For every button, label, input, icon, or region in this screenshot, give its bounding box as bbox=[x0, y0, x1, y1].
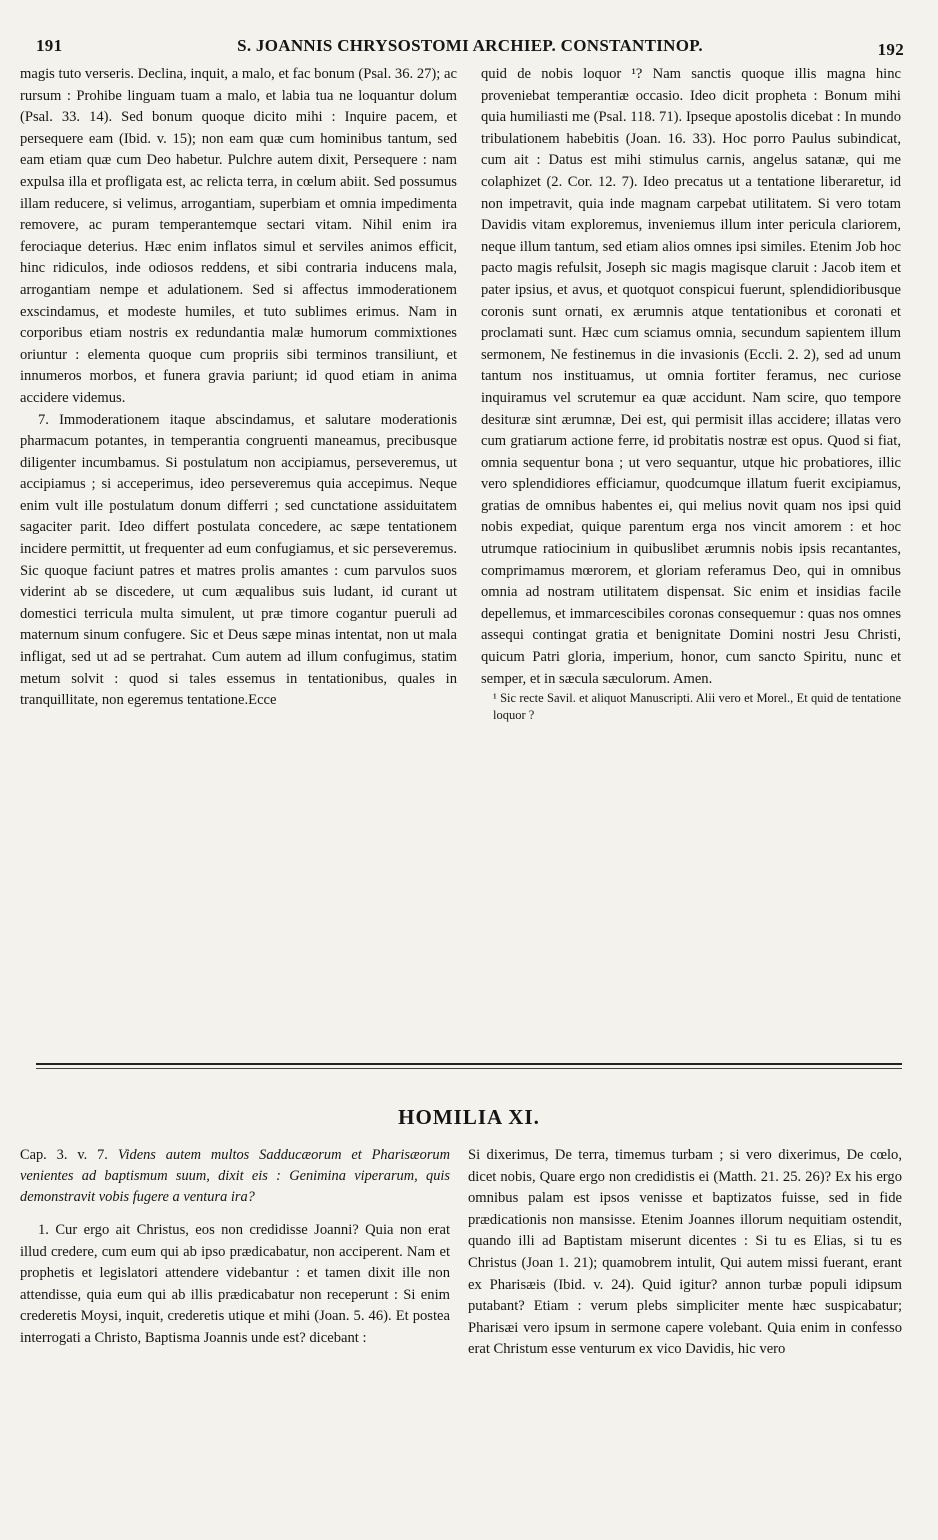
chapter-caption bbox=[20, 1145, 450, 1208]
paragraph: Si dixerimus, De terra, timemus turbam ; si vero dixerimus, De cœlo, dicet nobis, Quare ergo non credidistis ei (Matth. 21. 25. 26)? Ex his ergo omnibus palam est ipsos venisse et baptizatos fuisse, sed in fide prædicationis non mansisse. Etenim Joannes illorum nequitiam ostendit, quando illi ad Baptistam miserunt dicentes : Si tu es Elias, si tu es Christus (Joan 1. 21); quamobrem intulit, Qui autem missi fuerant, erant ex Pharisæis (Ibid. v. 24). Quid igitur? annon turbæ populi idipsum putabant? Etiam : verum plebs simpliciter mente hæc suspicabatur; Pharisæi vero ipsum in sermone capere volebant. Quia enim in confesso erat Christum esse venturum ex vico Davidis, hic vero bbox=[468, 1147, 902, 1358]
footnote: ¹ Sic recte Savil. et aliquot Manuscripti. Alii vero et Morel., Et quid de tentatione loquor ? bbox=[493, 691, 901, 723]
chapter-verse-text: Videns autem multos Sadducæorum et Pharisæorum venientes ad baptismum suum, dixit eis : Genimina viperarum, quis demonstravit vobis fugere a ventura ira? bbox=[20, 1147, 451, 1205]
paragraph-1: 1. Cur ergo ait Christus, eos non credidisse Joanni? Quia non erat illud credere, cum eum qui ab ipso prædicabatur, non acciperent. Nam et prophetis et legislatori attendere videbantur : et tamen dixit ille non attendisse, quia eum qui ab illis prædicabatur non receperunt : Si enim crederetis Moysi, inquit, crederetis utique et mihi (Joan. 5. 46). Et postea interrogati a Christo, Baptisma Joannis unde est? dicebant : bbox=[20, 1222, 450, 1346]
paragraph: magis tuto verseris. Declina, inquit, a malo, et fac bonum (Psal. 36. 27); ac rursum : Prohibe linguam tuam a malo, et labia tua ne loquantur dolum (Psal. 33. 14). Sed bonum quoque dicito mihi : Inquire pacem, et persequere eam (Ibid. v. 15); non eam quæ cum hominibus tantum, sed eam etiam quæ cum Deo habetur. Pulchre autem dixit, Persequere : nam expulsa illa et profligata est, ac relicta terra, in cœlum abiit. Sed possumus illam reducere, si velimus, arrogantiam, superbiam et omnia impedimenta removere, ac puram temperantemque sectari vitam. Nihil enim ira ferociaque deterius. Hæc enim inflatos simul et serviles animos efficit, hinc ridiculos, inde odiosos reddens, et sibi contraria inducens mala, arrogantiam nempe et adulationem. Sed si affectus immoderationem exscindamus, et modeste humiles, et tuto sublimes erimus. Nam in corporibus etiam nostris ex redundantia malæ humorum commixtiones oriuntur : elementa quoque cum propriis sibi terminos transiliunt, et innumeros morbos, et funera gravia pariunt; id quod etiam in anima accidere videmus. bbox=[20, 66, 457, 406]
paragraph: quid de nobis loquor ¹? Nam sanctis quoque illis magna hinc proveniebat temperantiæ occasio. Ideo dicit propheta : Bonum mihi quia humiliasti me (Psal. 118. 71). Ipseque apostolis dicebat : In mundo tribulationem habebitis (Joan. 16. 33). Hoc porro Paulus subindicat, cum ait : Datus est mihi stimulus carnis, angelus satanæ, qui me colaphizet (2. Cor. 12. 7). Ideo precatus ut a tentatione liberaretur, id non impetravit, quia inde magnam carpebat utilitatem. Si vero totam Davidis vitam exploremus, inveniemus illum inter pericula clariorem, neque illum tantum, sed etiam alios omnes ipsi similes. Etenim Job hoc pacto magis refulsit, Joseph sic magis magisque claruit : Jacob item et pater ipsius, et avus, et quotquot conspicui fuerunt, splendidioribusque coronis sunt ornati, ex ærumnis atque tentationibus et coronati et proclamati sunt. Hæc cum sciamus omnia, secundum sapientem illum sermonem, Ne festinemus in die invasionis (Eccli. 2. 2), sed ad unum tantum nos instituamus, ut omnia fortiter feramus, nec curiose inquiramus vel scrutemur ea quæ accidunt. Nam scire, quo tempore desituræ sint ærumnæ, Dei est, qui permisit illas accidere; illatas vero cum gratiarum actione ferre, id probitatis nostræ est opus. Quod si fiat, omnia sequentur bona ; ut vero sequantur, utque hic probatiores, illic vero splendidiores efficiamur, quodcumque illatum fuerit excipiamus, gratias de omnibus habentes ei, qui melius novit quam nos ipsi quid nobis expediat, quique parentum erga nos vincit amorem : et hoc utrumque ratiocinium in quibuslibet ærumnis nobis ipsis recantantes, comprimamus mœrorem, et gloriam referamus Deo, qui in omnibus omnia ad nostram utilitatem dispensat. Sic enim et insidias facile depellemus, et immarcescibiles coronas consequemur : quas nos omnes assequi contingat gratia et benignitate Domini nostri Jesu Christi, quicum Patri gloria, imperium, honor, cum sancto Spiritu, nunc et semper, et in sæcula sæculorum. Amen. bbox=[481, 66, 901, 687]
section-divider bbox=[36, 1063, 902, 1065]
page-number-left: 191 bbox=[36, 36, 63, 55]
page-header bbox=[36, 36, 904, 60]
column-left-upper bbox=[20, 64, 457, 712]
column-right-lower bbox=[468, 1145, 902, 1361]
paragraph-7: 7. Immoderationem itaque abscindamus, et salutare moderationis pharmacum potantes, in temperantia congruenti maneamus, precibusque diligenter incumbamus. Si postulatum non accipiamus, perseveremus, ut accipiamus ; si acceperimus, ideo perseveremus quia accepimus. Neque enim vult ille postulatum donum differri ; sed cunctatione assiduitatem sagaciter parit. Ideo differt postulata concedere, ac sæpe tentationem incidere permittit, ut frequenter ad eum confugiamus, et sic perseveremus. Sic quoque faciunt patres et matres prolis amantes : cum parvulos suos viderint ab se discedere, ut cum æqualibus suis ludant, id curant ut domestici terricula multa simulent, ut præ timore cogantur pueruli ad maternum sinum confugere. Sic et Deus sæpe minas intentat, non ut mala infligat, sed ut ad se pertrahat. Cum autem ad illum confugimus, statim metum solvit : quod si tales essemus in tentationibus, quales in tranquillitate, non egeremus tentatione.Ecce bbox=[20, 411, 457, 709]
page-number-right: 192 bbox=[877, 40, 904, 59]
column-right-upper bbox=[481, 64, 901, 724]
homily-title: HOMILIA XI. bbox=[398, 1105, 540, 1129]
column-left-lower bbox=[20, 1145, 450, 1350]
chapter-reference: Cap. 3. v. 7. bbox=[20, 1147, 108, 1163]
running-title: S. JOANNIS CHRYSOSTOMI ARCHIEP. CONSTANTINOP. bbox=[237, 36, 703, 55]
